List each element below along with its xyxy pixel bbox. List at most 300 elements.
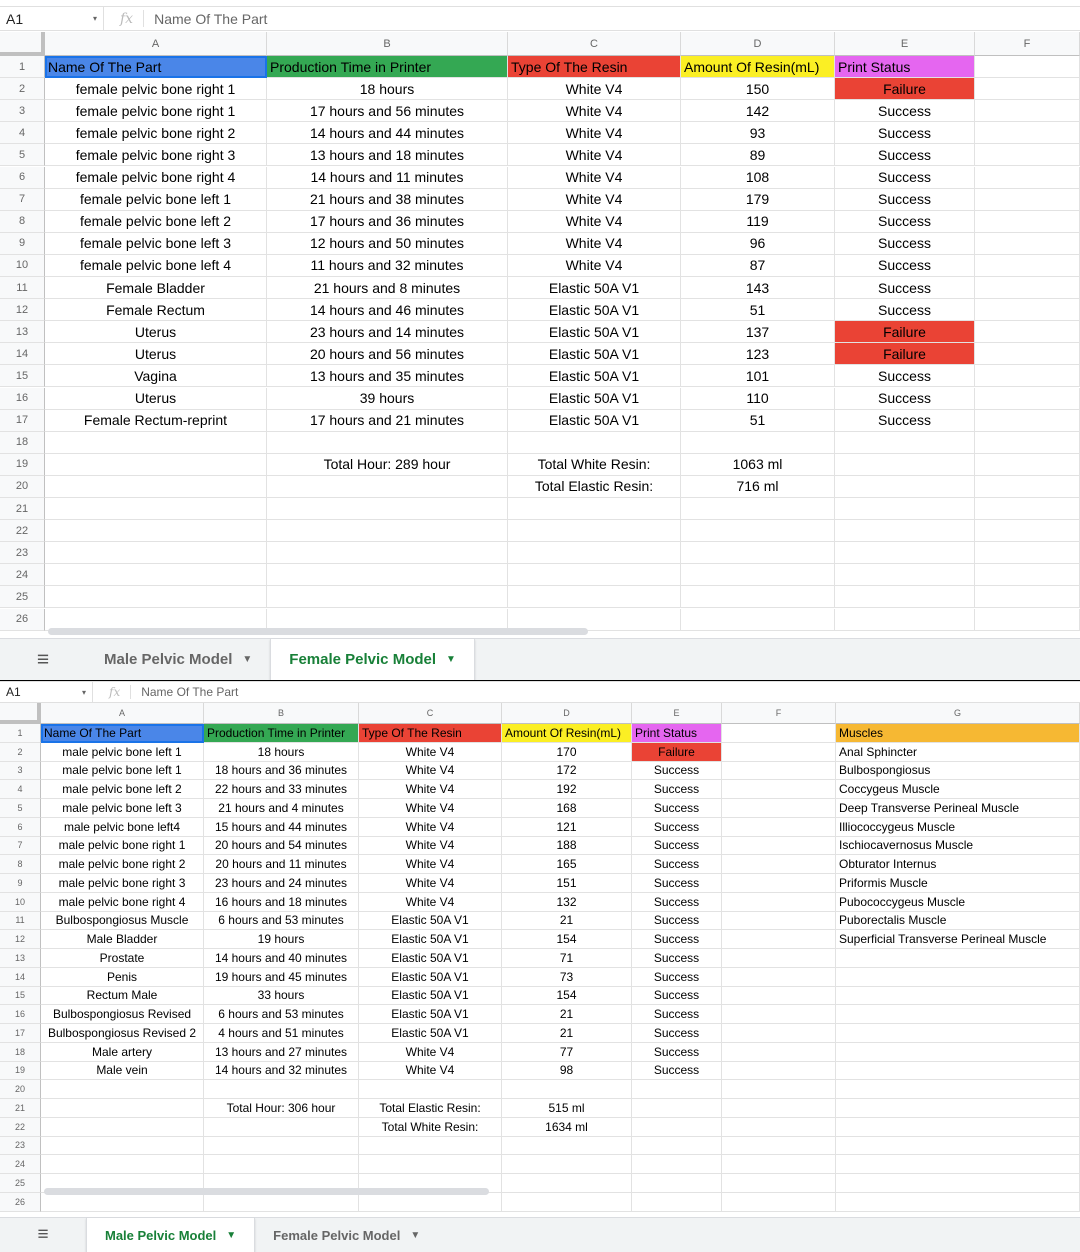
cell-e4[interactable]: Success xyxy=(835,122,975,144)
cell-f24[interactable] xyxy=(975,564,1080,586)
row-header[interactable]: 6 xyxy=(0,818,41,837)
column-header-b[interactable]: B xyxy=(267,32,508,56)
cell-g18[interactable] xyxy=(836,1043,1080,1062)
caret-down-icon[interactable]: ▼ xyxy=(410,1229,421,1241)
row-header[interactable]: 1 xyxy=(0,56,45,78)
cell-c4[interactable]: White V4 xyxy=(508,122,681,144)
cell-b13[interactable]: 14 hours and 40 minutes xyxy=(204,949,359,968)
chevron-down-icon[interactable]: ▾ xyxy=(81,687,86,697)
cell-b13[interactable]: 23 hours and 14 minutes xyxy=(267,321,508,343)
row-header[interactable]: 5 xyxy=(0,799,41,818)
cell-e24[interactable] xyxy=(835,564,975,586)
cell-g19[interactable] xyxy=(836,1062,1080,1081)
cell-f9[interactable] xyxy=(722,874,836,893)
cell-b1[interactable]: Production Time in Printer xyxy=(204,724,359,743)
cell-b16[interactable]: 6 hours and 53 minutes xyxy=(204,1005,359,1024)
cell-d23[interactable] xyxy=(502,1137,632,1156)
row-header[interactable]: 20 xyxy=(0,1080,41,1099)
cell-g21[interactable] xyxy=(836,1099,1080,1118)
row-header[interactable]: 26 xyxy=(0,609,45,631)
cell-a15[interactable]: Vagina xyxy=(45,365,267,387)
cell-a9[interactable]: female pelvic bone left 3 xyxy=(45,233,267,255)
cell-c9[interactable]: White V4 xyxy=(508,233,681,255)
cell-a5[interactable]: female pelvic bone right 3 xyxy=(45,144,267,166)
cell-e21[interactable] xyxy=(632,1099,722,1118)
cell-a13[interactable]: Uterus xyxy=(45,321,267,343)
cell-g5[interactable]: Deep Transverse Perineal Muscle xyxy=(836,799,1080,818)
cell-a8[interactable]: female pelvic bone left 2 xyxy=(45,211,267,233)
cell-a5[interactable]: male pelvic bone left 3 xyxy=(41,799,204,818)
cell-b25[interactable] xyxy=(267,586,508,608)
cell-d9[interactable]: 96 xyxy=(681,233,835,255)
cell-f16[interactable] xyxy=(722,1005,836,1024)
cell-g13[interactable] xyxy=(836,949,1080,968)
cell-a24[interactable] xyxy=(41,1155,204,1174)
row-header[interactable]: 11 xyxy=(0,912,41,931)
cell-b23[interactable] xyxy=(204,1137,359,1156)
chevron-down-icon[interactable]: ▾ xyxy=(92,14,97,23)
row-header[interactable]: 22 xyxy=(0,520,45,542)
row-header[interactable]: 15 xyxy=(0,365,45,387)
row-header[interactable]: 12 xyxy=(0,299,45,321)
cell-f12[interactable] xyxy=(975,299,1080,321)
cell-c1[interactable]: Type Of The Resin xyxy=(359,724,502,743)
cell-c15[interactable]: Elastic 50A V1 xyxy=(359,987,502,1006)
cell-a12[interactable]: Female Rectum xyxy=(45,299,267,321)
cell-b15[interactable]: 33 hours xyxy=(204,987,359,1006)
cell-b14[interactable]: 19 hours and 45 minutes xyxy=(204,968,359,987)
cell-d18[interactable] xyxy=(681,432,835,454)
cell-e26[interactable] xyxy=(835,609,975,631)
cell-e17[interactable]: Success xyxy=(835,410,975,432)
cell-b12[interactable]: 19 hours xyxy=(204,930,359,949)
cell-d15[interactable]: 154 xyxy=(502,987,632,1006)
row-header[interactable]: 13 xyxy=(0,949,41,968)
cell-c24[interactable] xyxy=(508,564,681,586)
cell-f6[interactable] xyxy=(722,818,836,837)
cell-a20[interactable] xyxy=(45,476,267,498)
cell-d17[interactable]: 21 xyxy=(502,1024,632,1043)
cell-a18[interactable]: Male artery xyxy=(41,1043,204,1062)
cell-d10[interactable]: 87 xyxy=(681,255,835,277)
row-header[interactable]: 26 xyxy=(0,1193,41,1212)
cell-c5[interactable]: White V4 xyxy=(508,144,681,166)
cell-g7[interactable]: Ischiocavernosus Muscle xyxy=(836,837,1080,856)
cell-f7[interactable] xyxy=(975,189,1080,211)
row-header[interactable]: 18 xyxy=(0,432,45,454)
cell-a7[interactable]: female pelvic bone left 1 xyxy=(45,189,267,211)
cell-f13[interactable] xyxy=(722,949,836,968)
cell-b22[interactable] xyxy=(204,1118,359,1137)
cell-a23[interactable] xyxy=(41,1137,204,1156)
row-header[interactable]: 2 xyxy=(0,743,41,762)
cell-d18[interactable]: 77 xyxy=(502,1043,632,1062)
cell-f10[interactable] xyxy=(975,255,1080,277)
column-header-f[interactable]: F xyxy=(722,703,836,724)
cell-a16[interactable]: Uterus xyxy=(45,388,267,410)
cell-f1[interactable] xyxy=(975,56,1080,78)
cell-g20[interactable] xyxy=(836,1080,1080,1099)
cell-d12[interactable]: 51 xyxy=(681,299,835,321)
cell-d20[interactable] xyxy=(502,1080,632,1099)
row-header[interactable]: 4 xyxy=(0,122,45,144)
row-header[interactable]: 19 xyxy=(0,454,45,476)
horizontal-scrollbar[interactable] xyxy=(44,1188,489,1195)
cell-e25[interactable] xyxy=(835,586,975,608)
row-header[interactable]: 8 xyxy=(0,855,41,874)
row-header[interactable]: 15 xyxy=(0,987,41,1006)
cell-b2[interactable]: 18 hours xyxy=(267,78,508,100)
cell-b5[interactable]: 13 hours and 18 minutes xyxy=(267,144,508,166)
cell-e10[interactable]: Success xyxy=(632,893,722,912)
cell-e17[interactable]: Success xyxy=(632,1024,722,1043)
cell-d1[interactable]: Amount Of Resin(mL) xyxy=(681,56,835,78)
column-header-a[interactable]: A xyxy=(41,703,204,724)
cell-f8[interactable] xyxy=(975,211,1080,233)
cell-e13[interactable]: Success xyxy=(632,949,722,968)
cell-e23[interactable] xyxy=(632,1137,722,1156)
row-header[interactable]: 16 xyxy=(0,388,45,410)
cell-g12[interactable]: Superficial Transverse Perineal Muscle xyxy=(836,930,1080,949)
cell-c22[interactable] xyxy=(508,520,681,542)
cell-a4[interactable]: female pelvic bone right 2 xyxy=(45,122,267,144)
cell-d24[interactable] xyxy=(502,1155,632,1174)
cell-f3[interactable] xyxy=(722,762,836,781)
cell-c14[interactable]: Elastic 50A V1 xyxy=(359,968,502,987)
cell-e5[interactable]: Success xyxy=(835,144,975,166)
cell-e22[interactable] xyxy=(835,520,975,542)
row-header[interactable]: 14 xyxy=(0,343,45,365)
cell-b11[interactable]: 21 hours and 8 minutes xyxy=(267,277,508,299)
row-header[interactable]: 7 xyxy=(0,189,45,211)
cell-c20[interactable] xyxy=(359,1080,502,1099)
cell-a3[interactable]: male pelvic bone left 1 xyxy=(41,762,204,781)
cell-c10[interactable]: White V4 xyxy=(359,893,502,912)
cell-g6[interactable]: Illiococcygeus Muscle xyxy=(836,818,1080,837)
cell-c7[interactable]: White V4 xyxy=(359,837,502,856)
cell-f15[interactable] xyxy=(975,365,1080,387)
cell-c21[interactable] xyxy=(508,498,681,520)
cell-b11[interactable]: 6 hours and 53 minutes xyxy=(204,912,359,931)
cell-b8[interactable]: 20 hours and 11 minutes xyxy=(204,855,359,874)
cell-c23[interactable] xyxy=(359,1137,502,1156)
cell-a22[interactable] xyxy=(41,1118,204,1137)
cell-e20[interactable] xyxy=(632,1080,722,1099)
cell-d8[interactable]: 165 xyxy=(502,855,632,874)
row-header[interactable]: 19 xyxy=(0,1062,41,1081)
cell-a1[interactable]: Name Of The Part xyxy=(45,56,267,78)
cell-g26[interactable] xyxy=(836,1193,1080,1212)
column-header-c[interactable]: C xyxy=(508,32,681,56)
cell-e11[interactable]: Success xyxy=(632,912,722,931)
cell-d7[interactable]: 179 xyxy=(681,189,835,211)
cell-e13[interactable]: Failure xyxy=(835,321,975,343)
row-header[interactable]: 14 xyxy=(0,968,41,987)
cell-f13[interactable] xyxy=(975,321,1080,343)
cell-d21[interactable]: 515 ml xyxy=(502,1099,632,1118)
cell-c26[interactable] xyxy=(359,1193,502,1212)
cell-b6[interactable]: 14 hours and 11 minutes xyxy=(267,167,508,189)
cell-b5[interactable]: 21 hours and 4 minutes xyxy=(204,799,359,818)
cell-d8[interactable]: 119 xyxy=(681,211,835,233)
cell-a13[interactable]: Prostate xyxy=(41,949,204,968)
cell-c11[interactable]: Elastic 50A V1 xyxy=(359,912,502,931)
cell-a17[interactable]: Bulbospongiosus Revised 2 xyxy=(41,1024,204,1043)
cell-e2[interactable]: Failure xyxy=(835,78,975,100)
cell-g4[interactable]: Coccygeus Muscle xyxy=(836,780,1080,799)
cell-b10[interactable]: 11 hours and 32 minutes xyxy=(267,255,508,277)
cell-f5[interactable] xyxy=(975,144,1080,166)
cell-d20[interactable]: 716 ml xyxy=(681,476,835,498)
cell-a26[interactable] xyxy=(41,1193,204,1212)
cell-a19[interactable]: Male vein xyxy=(41,1062,204,1081)
caret-down-icon[interactable]: ▼ xyxy=(242,654,253,665)
cell-f14[interactable] xyxy=(975,343,1080,365)
cell-f10[interactable] xyxy=(722,893,836,912)
cell-d19[interactable]: 98 xyxy=(502,1062,632,1081)
cell-c22[interactable]: Total White Resin: xyxy=(359,1118,502,1137)
cell-c3[interactable]: White V4 xyxy=(359,762,502,781)
cell-f25[interactable] xyxy=(975,586,1080,608)
cell-g8[interactable]: Obturator Internus xyxy=(836,855,1080,874)
cell-g17[interactable] xyxy=(836,1024,1080,1043)
cell-f2[interactable] xyxy=(722,743,836,762)
cell-d2[interactable]: 150 xyxy=(681,78,835,100)
cell-b18[interactable] xyxy=(267,432,508,454)
cell-a25[interactable] xyxy=(45,586,267,608)
cell-d12[interactable]: 154 xyxy=(502,930,632,949)
cell-e24[interactable] xyxy=(632,1155,722,1174)
cell-f15[interactable] xyxy=(722,987,836,1006)
cell-f23[interactable] xyxy=(722,1137,836,1156)
cell-c7[interactable]: White V4 xyxy=(508,189,681,211)
cell-f18[interactable] xyxy=(975,432,1080,454)
row-header[interactable]: 12 xyxy=(0,930,41,949)
cell-e6[interactable]: Success xyxy=(632,818,722,837)
cell-b19[interactable]: Total Hour: 289 hour xyxy=(267,454,508,476)
cell-e4[interactable]: Success xyxy=(632,780,722,799)
cell-a6[interactable]: female pelvic bone right 4 xyxy=(45,167,267,189)
row-header[interactable]: 9 xyxy=(0,874,41,893)
row-header[interactable]: 5 xyxy=(0,144,45,166)
cell-a2[interactable]: male pelvic bone left 1 xyxy=(41,743,204,762)
cell-d23[interactable] xyxy=(681,542,835,564)
cell-c20[interactable]: Total Elastic Resin: xyxy=(508,476,681,498)
row-header[interactable]: 2 xyxy=(0,78,45,100)
cell-f6[interactable] xyxy=(975,167,1080,189)
cell-c16[interactable]: Elastic 50A V1 xyxy=(359,1005,502,1024)
cell-e3[interactable]: Success xyxy=(632,762,722,781)
cell-f26[interactable] xyxy=(722,1193,836,1212)
cell-g10[interactable]: Pubococcygeus Muscle xyxy=(836,893,1080,912)
cell-c16[interactable]: Elastic 50A V1 xyxy=(508,388,681,410)
row-header[interactable]: 18 xyxy=(0,1043,41,1062)
cell-f5[interactable] xyxy=(722,799,836,818)
cell-b6[interactable]: 15 hours and 44 minutes xyxy=(204,818,359,837)
cell-a18[interactable] xyxy=(45,432,267,454)
caret-down-icon[interactable]: ▼ xyxy=(226,1229,237,1241)
cell-b24[interactable] xyxy=(204,1155,359,1174)
cell-f20[interactable] xyxy=(722,1080,836,1099)
row-header[interactable]: 6 xyxy=(0,167,45,189)
row-header[interactable]: 21 xyxy=(0,498,45,520)
select-all-corner[interactable] xyxy=(0,703,41,724)
cell-b8[interactable]: 17 hours and 36 minutes xyxy=(267,211,508,233)
cell-a14[interactable]: Uterus xyxy=(45,343,267,365)
cell-a16[interactable]: Bulbospongiosus Revised xyxy=(41,1005,204,1024)
name-box[interactable] xyxy=(0,682,93,702)
row-header[interactable]: 25 xyxy=(0,586,45,608)
cell-f2[interactable] xyxy=(975,78,1080,100)
cell-a12[interactable]: Male Bladder xyxy=(41,930,204,949)
cell-e18[interactable]: Success xyxy=(632,1043,722,1062)
cell-g9[interactable]: Priformis Muscle xyxy=(836,874,1080,893)
cell-b15[interactable]: 13 hours and 35 minutes xyxy=(267,365,508,387)
cell-f14[interactable] xyxy=(722,968,836,987)
cell-c18[interactable] xyxy=(508,432,681,454)
cell-d11[interactable]: 21 xyxy=(502,912,632,931)
cell-b4[interactable]: 22 hours and 33 minutes xyxy=(204,780,359,799)
cell-f20[interactable] xyxy=(975,476,1080,498)
cell-d11[interactable]: 143 xyxy=(681,277,835,299)
cell-b10[interactable]: 16 hours and 18 minutes xyxy=(204,893,359,912)
cell-a15[interactable]: Rectum Male xyxy=(41,987,204,1006)
cell-c19[interactable]: White V4 xyxy=(359,1062,502,1081)
cell-a9[interactable]: male pelvic bone right 3 xyxy=(41,874,204,893)
cell-c10[interactable]: White V4 xyxy=(508,255,681,277)
cell-d25[interactable] xyxy=(681,586,835,608)
row-header[interactable]: 21 xyxy=(0,1099,41,1118)
cell-c21[interactable]: Total Elastic Resin: xyxy=(359,1099,502,1118)
cell-c11[interactable]: Elastic 50A V1 xyxy=(508,277,681,299)
cell-c14[interactable]: Elastic 50A V1 xyxy=(508,343,681,365)
row-header[interactable]: 1 xyxy=(0,724,41,743)
cell-c9[interactable]: White V4 xyxy=(359,874,502,893)
cell-c5[interactable]: White V4 xyxy=(359,799,502,818)
cell-d3[interactable]: 172 xyxy=(502,762,632,781)
cell-c18[interactable]: White V4 xyxy=(359,1043,502,1062)
cell-e21[interactable] xyxy=(835,498,975,520)
cell-a2[interactable]: female pelvic bone right 1 xyxy=(45,78,267,100)
cell-f21[interactable] xyxy=(975,498,1080,520)
cell-d22[interactable]: 1634 ml xyxy=(502,1118,632,1137)
cell-e18[interactable] xyxy=(835,432,975,454)
cell-a10[interactable]: female pelvic bone left 4 xyxy=(45,255,267,277)
cell-e26[interactable] xyxy=(632,1193,722,1212)
cell-a7[interactable]: male pelvic bone right 1 xyxy=(41,837,204,856)
column-header-d[interactable]: D xyxy=(502,703,632,724)
cell-e16[interactable]: Success xyxy=(632,1005,722,1024)
cell-c2[interactable]: White V4 xyxy=(359,743,502,762)
cell-f4[interactable] xyxy=(975,122,1080,144)
column-header-c[interactable]: C xyxy=(359,703,502,724)
cell-f12[interactable] xyxy=(722,930,836,949)
cell-f11[interactable] xyxy=(975,277,1080,299)
cell-f17[interactable] xyxy=(975,410,1080,432)
cell-d4[interactable]: 192 xyxy=(502,780,632,799)
cell-f11[interactable] xyxy=(722,912,836,931)
cell-d15[interactable]: 101 xyxy=(681,365,835,387)
cell-c8[interactable]: White V4 xyxy=(359,855,502,874)
cell-c13[interactable]: Elastic 50A V1 xyxy=(508,321,681,343)
column-header-e[interactable]: E xyxy=(632,703,722,724)
cell-a19[interactable] xyxy=(45,454,267,476)
cell-f4[interactable] xyxy=(722,780,836,799)
cell-g25[interactable] xyxy=(836,1174,1080,1193)
horizontal-scrollbar[interactable] xyxy=(48,628,588,635)
row-header[interactable]: 22 xyxy=(0,1118,41,1137)
cell-c24[interactable] xyxy=(359,1155,502,1174)
cell-d14[interactable]: 73 xyxy=(502,968,632,987)
cell-a8[interactable]: male pelvic bone right 2 xyxy=(41,855,204,874)
row-header[interactable]: 24 xyxy=(0,1155,41,1174)
cell-e2[interactable]: Failure xyxy=(632,743,722,762)
cell-b7[interactable]: 21 hours and 38 minutes xyxy=(267,189,508,211)
cell-g3[interactable]: Bulbospongiosus xyxy=(836,762,1080,781)
cell-b23[interactable] xyxy=(267,542,508,564)
cell-b22[interactable] xyxy=(267,520,508,542)
row-header[interactable]: 4 xyxy=(0,780,41,799)
cell-d13[interactable]: 137 xyxy=(681,321,835,343)
cell-a14[interactable]: Penis xyxy=(41,968,204,987)
cell-e1[interactable]: Print Status xyxy=(835,56,975,78)
cell-a3[interactable]: female pelvic bone right 1 xyxy=(45,100,267,122)
cell-b26[interactable] xyxy=(204,1193,359,1212)
cell-d24[interactable] xyxy=(681,564,835,586)
cell-e7[interactable]: Success xyxy=(835,189,975,211)
cell-c1[interactable]: Type Of The Resin xyxy=(508,56,681,78)
cell-e14[interactable]: Success xyxy=(632,968,722,987)
cell-d10[interactable]: 132 xyxy=(502,893,632,912)
cell-f26[interactable] xyxy=(975,609,1080,631)
cell-b12[interactable]: 14 hours and 46 minutes xyxy=(267,299,508,321)
cell-e8[interactable]: Success xyxy=(632,855,722,874)
cell-a4[interactable]: male pelvic bone left 2 xyxy=(41,780,204,799)
cell-f1[interactable] xyxy=(722,724,836,743)
cell-e3[interactable]: Success xyxy=(835,100,975,122)
cell-e12[interactable]: Success xyxy=(632,930,722,949)
cell-a11[interactable]: Female Bladder xyxy=(45,277,267,299)
tab-male-pelvic-model[interactable] xyxy=(86,1218,255,1252)
cell-e14[interactable]: Failure xyxy=(835,343,975,365)
cell-e16[interactable]: Success xyxy=(835,388,975,410)
cell-b3[interactable]: 17 hours and 56 minutes xyxy=(267,100,508,122)
select-all-corner[interactable] xyxy=(0,32,45,56)
cell-a22[interactable] xyxy=(45,520,267,542)
cell-d16[interactable]: 110 xyxy=(681,388,835,410)
cell-f17[interactable] xyxy=(722,1024,836,1043)
cell-b3[interactable]: 18 hours and 36 minutes xyxy=(204,762,359,781)
cell-d6[interactable]: 121 xyxy=(502,818,632,837)
cell-d16[interactable]: 21 xyxy=(502,1005,632,1024)
cell-d1[interactable]: Amount Of Resin(mL) xyxy=(502,724,632,743)
cell-f23[interactable] xyxy=(975,542,1080,564)
row-header[interactable]: 7 xyxy=(0,837,41,856)
cell-e9[interactable]: Success xyxy=(632,874,722,893)
cell-b18[interactable]: 13 hours and 27 minutes xyxy=(204,1043,359,1062)
cell-b9[interactable]: 23 hours and 24 minutes xyxy=(204,874,359,893)
row-header[interactable]: 17 xyxy=(0,1024,41,1043)
cell-d7[interactable]: 188 xyxy=(502,837,632,856)
cell-b7[interactable]: 20 hours and 54 minutes xyxy=(204,837,359,856)
cell-d14[interactable]: 123 xyxy=(681,343,835,365)
row-header[interactable]: 11 xyxy=(0,277,45,299)
cell-b9[interactable]: 12 hours and 50 minutes xyxy=(267,233,508,255)
cell-b4[interactable]: 14 hours and 44 minutes xyxy=(267,122,508,144)
cell-e10[interactable]: Success xyxy=(835,255,975,277)
cell-b21[interactable] xyxy=(267,498,508,520)
cell-e1[interactable]: Print Status xyxy=(632,724,722,743)
